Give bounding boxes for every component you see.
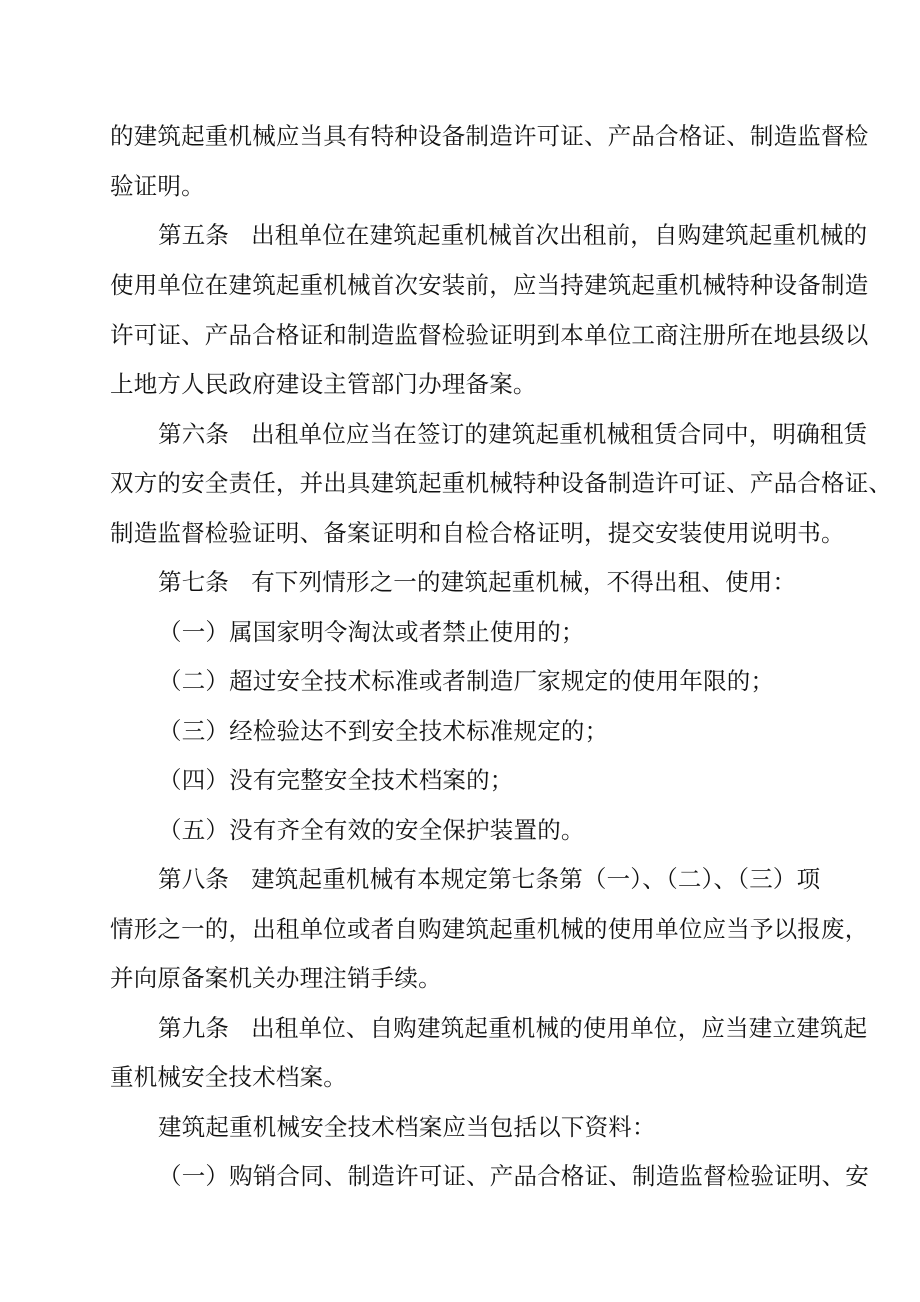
article-6-number: 第六条 <box>158 420 230 448</box>
text-line: 使用单位在建筑起重机械首次安装前，应当持建筑起重机械特种设备制造 <box>110 271 869 299</box>
text-line: 并向原备案机关办理注销手续。 <box>110 964 442 992</box>
article-7-line <box>158 567 870 597</box>
list-item: （五）没有齐全有效的安全保护装置的。 <box>158 816 585 844</box>
article-8-number: 第八条 <box>158 865 230 893</box>
article-7-text: 有下列情形之一的建筑起重机械，不得出租、使用： <box>251 568 797 596</box>
article-9-text: 出租单位、自购建筑起重机械的使用单位，应当建立建筑起 <box>251 1014 868 1042</box>
list-item: （一）购销合同、制造许可证、产品合格证、制造监督检验证明、安 <box>158 1162 869 1190</box>
article-8-text: 建筑起重机械有本规定第七条第（一）、（二）、（三）项 <box>251 865 821 893</box>
article-5-number: 第五条 <box>158 221 230 249</box>
article-6-line <box>158 419 870 449</box>
text-line: 双方的安全责任，并出具建筑起重机械特种设备制造许可证、产品合格证、 <box>110 469 893 497</box>
article-5-text: 出租单位在建筑起重机械首次出租前，自购建筑起重机械的 <box>251 221 868 249</box>
article-8-line <box>158 864 870 894</box>
text-line: 建筑起重机械安全技术档案应当包括以下资料： <box>158 1113 656 1141</box>
article-7-number: 第七条 <box>158 568 230 596</box>
list-item: （二）超过安全技术标准或者制造厂家规定的使用年限的； <box>158 667 775 695</box>
article-5-line <box>158 220 870 250</box>
list-item: （四）没有完整安全技术档案的； <box>158 766 514 794</box>
text-line: 重机械安全技术档案。 <box>110 1063 347 1091</box>
text-line: 情形之一的，出租单位或者自购建筑起重机械的使用单位应当予以报废， <box>110 915 869 943</box>
article-6-text: 出租单位应当在签订的建筑起重机械租赁合同中，明确租赁 <box>251 420 868 448</box>
text-line: 上地方人民政府建设主管部门办理备案。 <box>110 370 537 398</box>
text-line: 制造监督检验证明、备案证明和自检合格证明，提交安装使用说明书。 <box>110 519 845 547</box>
article-9-number: 第九条 <box>158 1014 230 1042</box>
list-item: （一）属国家明令淘汰或者禁止使用的； <box>158 618 585 646</box>
text-line: 的建筑起重机械应当具有特种设备制造许可证、产品合格证、制造监督检 <box>110 122 869 150</box>
text-line: 验证明。 <box>110 172 205 200</box>
article-9-line <box>158 1013 870 1043</box>
list-item: （三）经检验达不到安全技术标准规定的； <box>158 717 609 745</box>
text-line: 许可证、产品合格证和制造监督检验证明到本单位工商注册所在地县级以 <box>110 321 869 349</box>
